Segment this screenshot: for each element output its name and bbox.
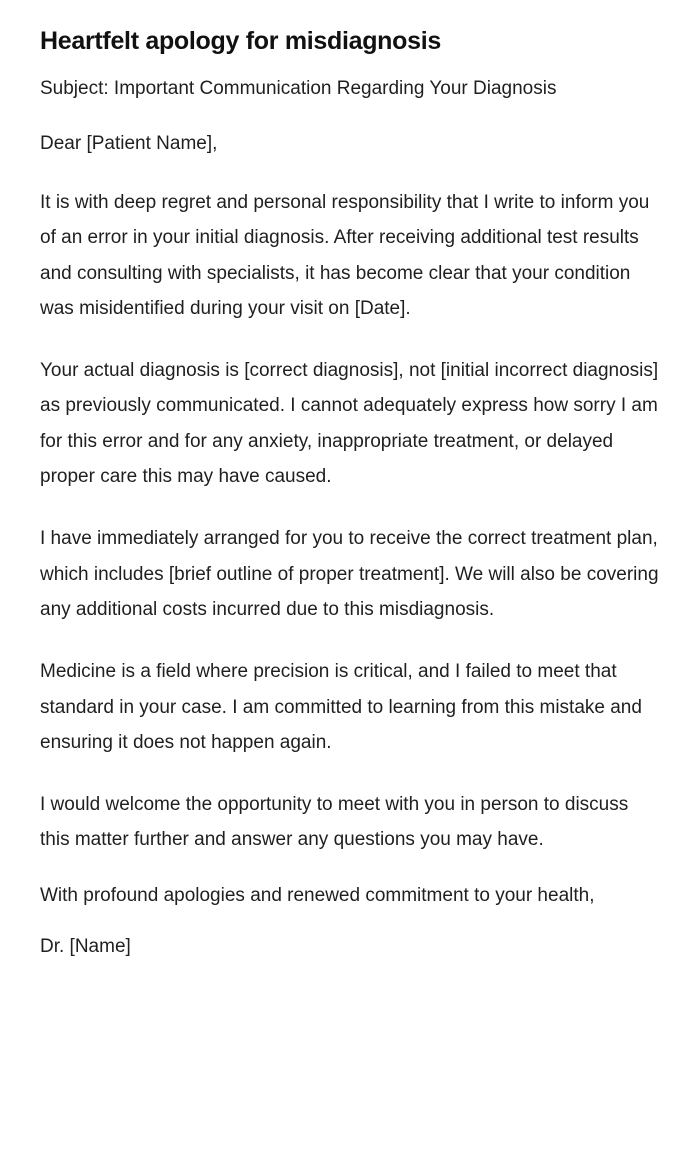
letter-paragraph-5: I would welcome the opportunity to meet with you in person to discuss this matter further and answer any questions you may have. — [40, 794, 629, 851]
letter-paragraph-3: I have immediately arranged for you to receive the correct treatment plan, which includes [brief outline of proper treatment]. We will also be covering any additional costs incurred due to this misdiagnosis. — [40, 528, 659, 620]
letter-paragraph-4: Medicine is a field where precision is critical, and I failed to meet that standard in your case. I am committed to learning from this mistake and ensuring it does not happen again. — [40, 661, 642, 753]
letter-salutation: Dear [Patient Name], — [40, 133, 218, 154]
letter-paragraph-2: Your actual diagnosis is [correct diagnosis], not [initial incorrect diagnosis] as previously communicated. I cannot adequately express how sorry I am for this error and for any anxiety, inappropriate treatment, or delayed proper care this may have caused. — [40, 360, 659, 488]
page-title: Heartfelt apology for misdiagnosis — [40, 27, 441, 55]
letter-closing: With profound apologies and renewed commitment to your health, — [40, 884, 595, 906]
letter-signature: Dr. [Name] — [40, 936, 131, 958]
letter-paragraph-1: It is with deep regret and personal responsibility that I write to inform you of an error in your initial diagnosis. After receiving additional test results and consulting with specialists, it has become clear that your condition was misidentified during your visit on [Date]. — [40, 192, 650, 319]
letter-subject: Subject: Important Communication Regarding Your Diagnosis — [40, 78, 557, 99]
